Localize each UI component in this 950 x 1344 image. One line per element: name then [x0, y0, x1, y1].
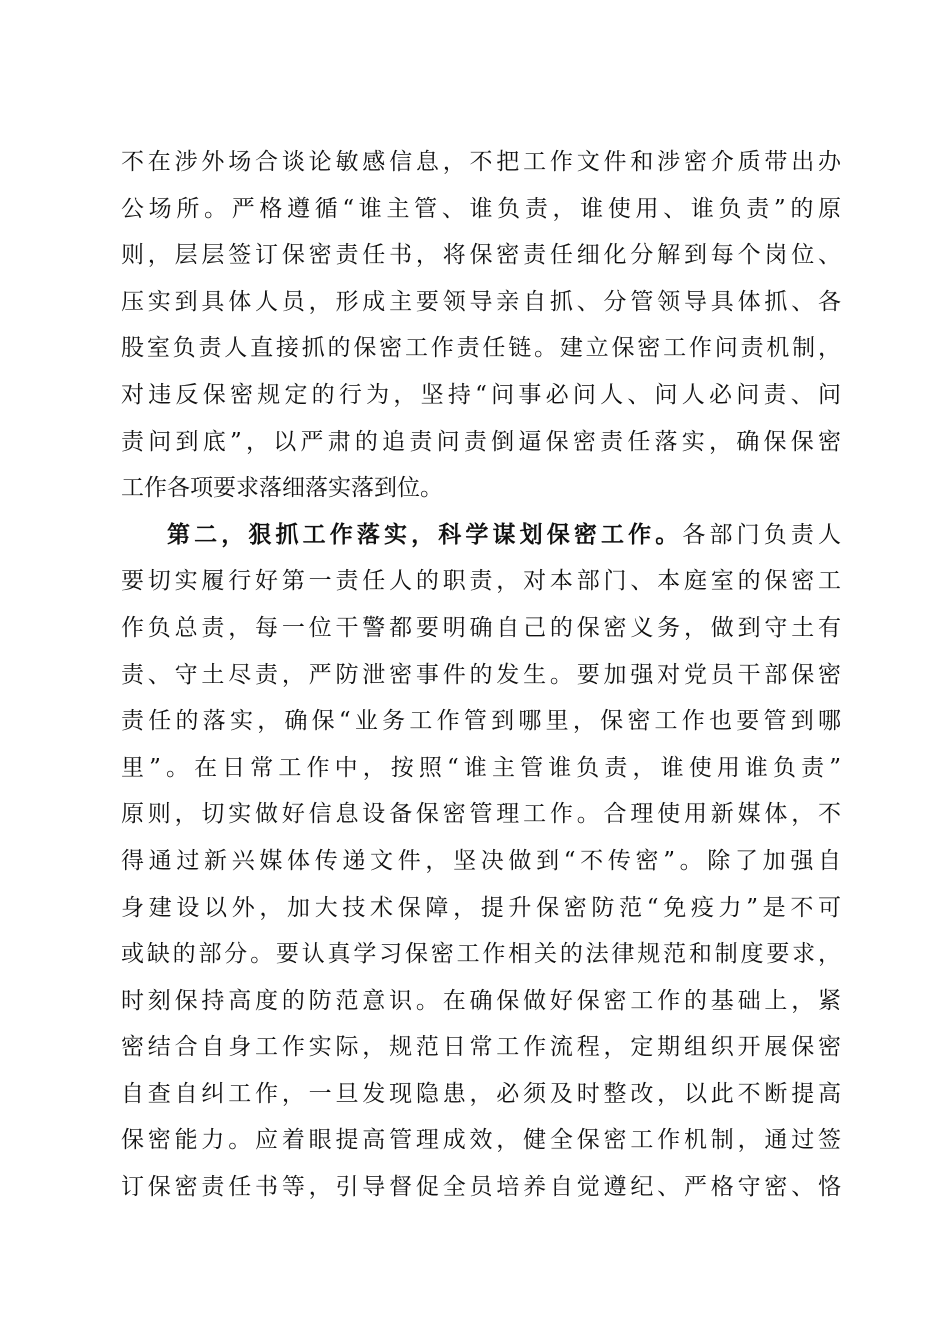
paragraph-2-first-line — [121, 512, 841, 559]
paragraph-2-line: 作负总责，每一位干警都要明确自己的保密义务，做到守土有 — [121, 614, 841, 641]
paragraph-1-line: 不在涉外场合谈论敏感信息，不把工作文件和涉密介质带出办 — [121, 149, 841, 175]
paragraph-1-line: 工作各项要求落细落实落到位。 — [121, 475, 443, 502]
paragraph-2-line: 里”。在日常工作中，按照“谁主管谁负责，谁使用谁负责” — [121, 754, 841, 781]
paragraph-1-line: 则，层层签订保密责任书，将保密责任细化分解到每个岗位、 — [121, 242, 841, 269]
paragraph-2-lead-heading: 第二，狠抓工作落实，科学谋划保密工作。 — [167, 520, 683, 548]
paragraph-1-line: 公场所。严格遵循“谁主管、谁负责，谁使用、谁负责”的原 — [121, 195, 841, 222]
paragraph-1-line: 对违反保密规定的行为，坚持“问事必问人、问人必问责、问 — [121, 381, 841, 408]
paragraph-2-line: 订保密责任书等，引导督促全员培养自觉遵纪、严格守密、恪 — [121, 1174, 841, 1201]
paragraph-1-line: 压实到具体人员，形成主要领导亲自抓、分管领导具体抓、各 — [121, 288, 841, 315]
paragraph-2-line: 要切实履行好第一责任人的职责，对本部门、本庭室的保密工 — [121, 568, 841, 595]
paragraph-2-line: 责、守土尽责，严防泄密事件的发生。要加强对党员干部保密 — [121, 661, 841, 688]
document-body — [121, 139, 841, 1211]
paragraph-2-line: 得通过新兴媒体传递文件，坚决做到“不传密”。除了加强自 — [121, 847, 841, 874]
paragraph-2-line: 身建设以外，加大技术保障，提升保密防范“免疫力”是不可 — [121, 894, 841, 921]
paragraph-2 — [121, 512, 841, 1211]
paragraph-1-line: 股室负责人直接抓的保密工作责任链。建立保密工作问责机制， — [121, 335, 841, 362]
paragraph-2-line: 自查自纠工作，一旦发现隐患，必须及时整改，以此不断提高 — [121, 1080, 841, 1107]
paragraph-1-line: 责问到底”，以严肃的追责问责倒逼保密责任落实，确保保密 — [121, 428, 841, 455]
paragraph-2-line: 责任的落实，确保“业务工作管到哪里，保密工作也要管到哪 — [121, 708, 841, 735]
paragraph-2-line: 密结合自身工作实际，规范日常工作流程，定期组织开展保密 — [121, 1034, 841, 1061]
paragraph-2-line: 时刻保持高度的防范意识。在确保做好保密工作的基础上，紧 — [121, 987, 841, 1014]
paragraph-2-first-line-rest: 各部门负责人 — [682, 521, 841, 548]
paragraph-2-line: 或缺的部分。要认真学习保密工作相关的法律规范和制度要求， — [121, 941, 841, 968]
paragraph-2-line: 保密能力。应着眼提高管理成效，健全保密工作机制，通过签 — [121, 1127, 841, 1154]
paragraph-1 — [121, 139, 841, 512]
paragraph-2-line: 原则，切实做好信息设备保密管理工作。合理使用新媒体，不 — [121, 801, 841, 828]
